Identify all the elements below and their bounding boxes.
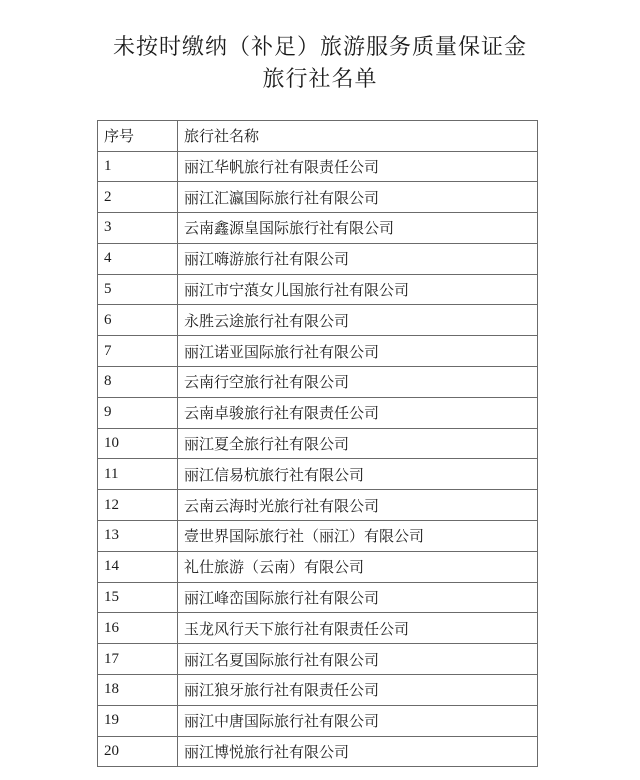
- table-row: [98, 367, 538, 398]
- agency-name-cell: 壹世界国际旅行社（丽江）有限公司: [178, 521, 538, 552]
- agency-name-cell: 丽江博悦旅行社有限公司: [178, 736, 538, 767]
- serial-number-cell: 8: [98, 367, 178, 398]
- agency-name-cell: 云南鑫源皇国际旅行社有限公司: [178, 213, 538, 244]
- serial-number-cell: 15: [98, 582, 178, 613]
- table-row: [98, 582, 538, 613]
- agency-name-cell: 丽江名夏国际旅行社有限公司: [178, 644, 538, 675]
- table-row: [98, 397, 538, 428]
- serial-number-cell: 19: [98, 705, 178, 736]
- table-row: [98, 213, 538, 244]
- agency-name-cell: 玉龙风行天下旅行社有限责任公司: [178, 613, 538, 644]
- agency-name-cell: 丽江信易杭旅行社有限公司: [178, 459, 538, 490]
- serial-number-cell: 6: [98, 305, 178, 336]
- table-row: [98, 182, 538, 213]
- serial-number-cell: 20: [98, 736, 178, 767]
- table-row: [98, 490, 538, 521]
- serial-number-cell: 13: [98, 521, 178, 552]
- serial-number-cell: 9: [98, 397, 178, 428]
- agency-name-cell: 丽江中唐国际旅行社有限公司: [178, 705, 538, 736]
- header-serial-number: 序号: [98, 121, 178, 152]
- table-row: [98, 675, 538, 706]
- serial-number-cell: 16: [98, 613, 178, 644]
- serial-number-cell: 5: [98, 274, 178, 305]
- agency-name-cell: 永胜云途旅行社有限公司: [178, 305, 538, 336]
- table-row: [98, 521, 538, 552]
- table-row: [98, 151, 538, 182]
- document-subtitle: 旅行社名单: [262, 67, 378, 92]
- serial-number-cell: 3: [98, 213, 178, 244]
- serial-number-cell: 1: [98, 151, 178, 182]
- agency-name-cell: 云南云海时光旅行社有限公司: [178, 490, 538, 521]
- agency-name-cell: 丽江嗨游旅行社有限公司: [178, 243, 538, 274]
- table-row: [98, 428, 538, 459]
- table-row: [98, 551, 538, 582]
- table-row: [98, 305, 538, 336]
- header-agency-name: 旅行社名称: [178, 121, 538, 152]
- agency-name-cell: 云南卓骏旅行社有限责任公司: [178, 397, 538, 428]
- table-row: [98, 644, 538, 675]
- travel-agency-table: [97, 120, 538, 767]
- serial-number-cell: 4: [98, 243, 178, 274]
- table-body: [98, 151, 538, 767]
- serial-number-cell: 14: [98, 551, 178, 582]
- agency-name-cell: 丽江汇瀛国际旅行社有限公司: [178, 182, 538, 213]
- serial-number-cell: 11: [98, 459, 178, 490]
- agency-name-cell: 丽江峰峦国际旅行社有限公司: [178, 582, 538, 613]
- serial-number-cell: 2: [98, 182, 178, 213]
- table-row: [98, 274, 538, 305]
- table-row: [98, 736, 538, 767]
- serial-number-cell: 17: [98, 644, 178, 675]
- table-row: [98, 705, 538, 736]
- table-row: [98, 243, 538, 274]
- agency-name-cell: 云南行空旅行社有限公司: [178, 367, 538, 398]
- agency-name-cell: 丽江夏全旅行社有限公司: [178, 428, 538, 459]
- table-row: [98, 613, 538, 644]
- agency-name-cell: 丽江市宁蒗女儿国旅行社有限公司: [178, 274, 538, 305]
- serial-number-cell: 12: [98, 490, 178, 521]
- serial-number-cell: 18: [98, 675, 178, 706]
- serial-number-cell: 7: [98, 336, 178, 367]
- agency-name-cell: 丽江狼牙旅行社有限责任公司: [178, 675, 538, 706]
- agency-name-cell: 丽江华帆旅行社有限责任公司: [178, 151, 538, 182]
- table-row: [98, 336, 538, 367]
- table-row: [98, 459, 538, 490]
- serial-number-cell: 10: [98, 428, 178, 459]
- agency-name-cell: 丽江诺亚国际旅行社有限公司: [178, 336, 538, 367]
- table-header-row: [98, 121, 538, 152]
- agency-name-cell: 礼仕旅游（云南）有限公司: [178, 551, 538, 582]
- document-title: 未按时缴纳（补足）旅游服务质量保证金: [112, 35, 527, 60]
